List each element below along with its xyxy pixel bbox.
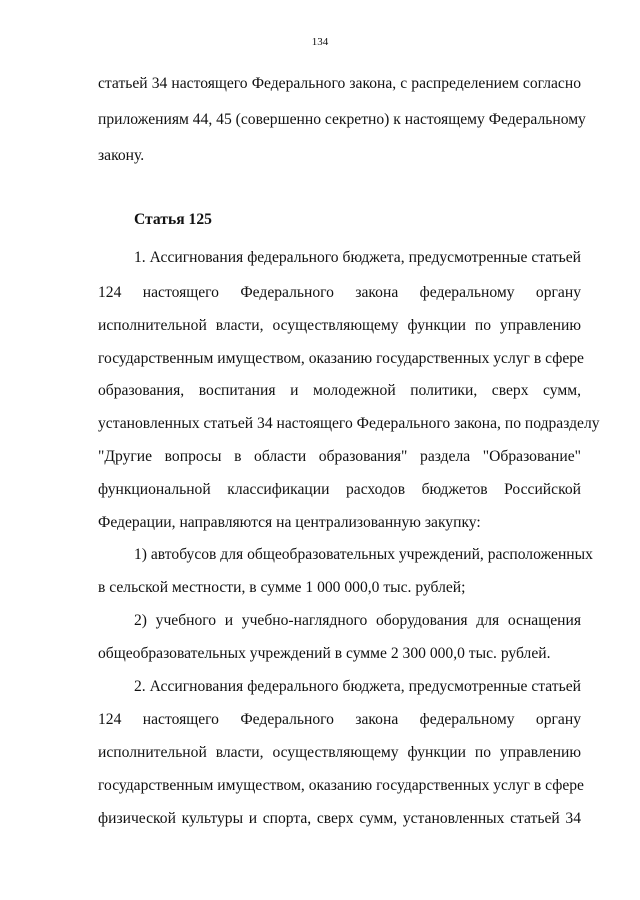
text-line: 2. Ассигнования федерального бюджета, предусмотренные статьей <box>134 678 581 695</box>
text-line: общеобразовательных учреждений в сумме 2 300 000,0 тыс. рублей. <box>98 645 551 662</box>
text-line: Федерации, направляются на централизованную закупку: <box>98 514 481 531</box>
text-line: 1. Ассигнования федерального бюджета, предусмотренные статьей <box>134 249 581 266</box>
text-line: государственным имуществом, оказанию государственных услуг в сфере <box>98 350 584 367</box>
text-line: 1) автобусов для общеобразовательных учреждений, расположенных <box>134 546 593 563</box>
text-line: приложениям 44, 45 (совершенно секретно) к настоящему Федеральному <box>98 111 586 128</box>
text-line: функциональной классификации расходов бюджетов Российской <box>98 481 581 498</box>
page-number: 134 <box>311 36 329 48</box>
text-line: статьей 34 настоящего Федерального закона, с распределением согласно <box>98 75 581 92</box>
text-line: 124 настоящего Федерального закона федеральному органу <box>98 711 581 728</box>
text-line: закону. <box>98 147 145 164</box>
article-heading: Статья 125 <box>134 211 212 228</box>
text-line: физической культуры и спорта, сверх сумм, установленных статьей 34 <box>98 810 581 827</box>
text-line: образования, воспитания и молодежной политики, сверх сумм, <box>98 382 581 399</box>
text-line: исполнительной власти, осуществляющему функции по управлению <box>98 317 581 334</box>
text-line: 2) учебного и учебно-наглядного оборудования для оснащения <box>134 612 581 629</box>
text-line: в сельской местности, в сумме 1 000 000,0 тыс. рублей; <box>98 579 466 596</box>
text-line: государственным имуществом, оказанию государственных услуг в сфере <box>98 777 584 794</box>
text-line: "Другие вопросы в области образования" раздела "Образование" <box>98 448 581 465</box>
text-line: исполнительной власти, осуществляющему функции по управлению <box>98 744 581 761</box>
text-line: 124 настоящего Федерального закона федеральному органу <box>98 284 581 301</box>
text-line: установленных статьей 34 настоящего Федерального закона, по подразделу <box>98 415 600 432</box>
